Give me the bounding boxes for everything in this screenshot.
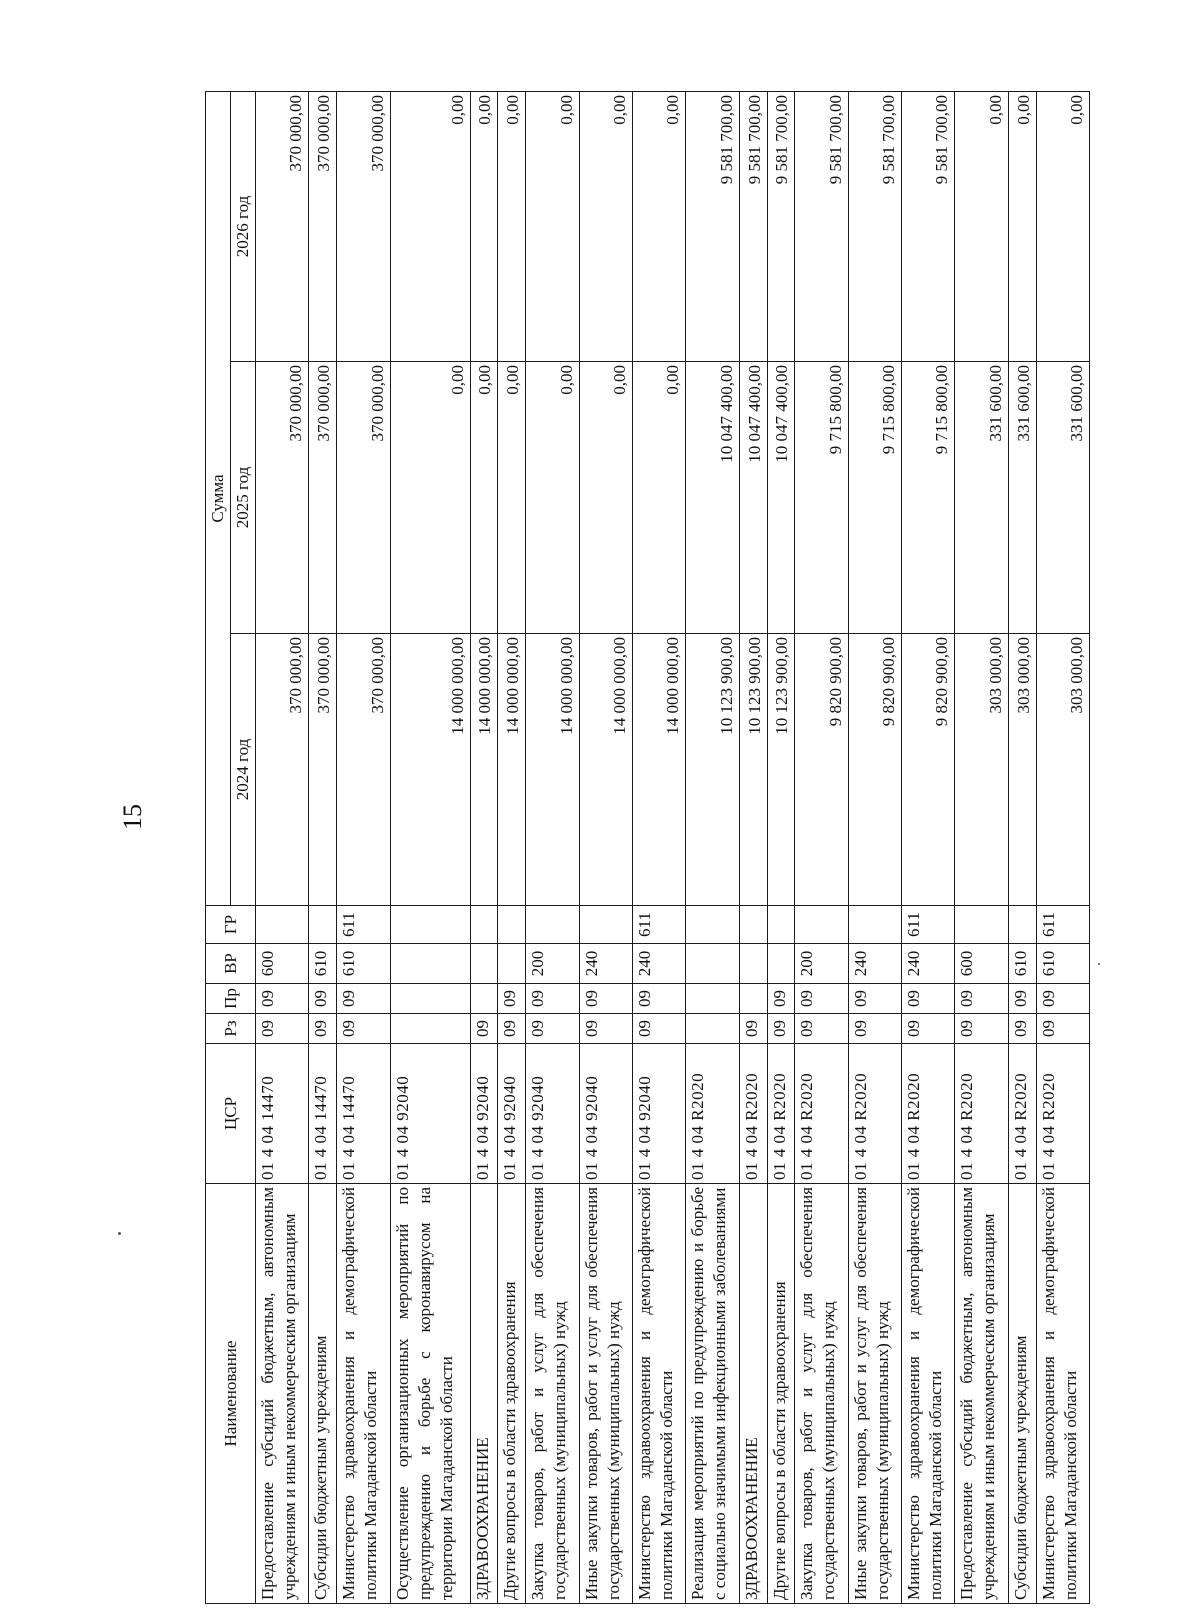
cell-vr	[739, 944, 767, 984]
header-rz: Рз	[206, 1014, 256, 1044]
cell-name: Министерство здравоохранения и демографической политики Магаданской области	[337, 1184, 390, 1604]
cell-name: Другие вопросы в области здравоохранения	[767, 1184, 795, 1604]
budget-table-rotated	[205, 92, 1090, 1604]
cell-pr: 09	[632, 984, 685, 1014]
cell-gr	[848, 906, 901, 944]
cell-2026: 0,00	[579, 91, 632, 361]
cell-2026: 370 000,00	[309, 91, 337, 361]
cell-rz: 09	[337, 1014, 390, 1044]
cell-pr: 09	[1036, 984, 1089, 1014]
table-row	[848, 91, 901, 1603]
header-vr: ВР	[206, 944, 256, 984]
cell-2025: 331 600,00	[1008, 362, 1036, 634]
page-number: 15	[118, 804, 147, 830]
cell-rz: 09	[902, 1014, 955, 1044]
cell-vr	[767, 944, 795, 984]
cell-vr: 240	[848, 944, 901, 984]
cell-rz: 09	[526, 1014, 579, 1044]
cell-rz: 09	[767, 1014, 795, 1044]
cell-2024: 303 000,00	[1036, 634, 1089, 906]
cell-vr: 610	[309, 944, 337, 984]
cell-gr	[470, 906, 498, 944]
cell-2024: 10 123 900,00	[739, 634, 767, 906]
cell-2026: 0,00	[390, 91, 470, 361]
cell-csr: 01 4 04 R2020	[686, 1044, 739, 1184]
cell-pr: 09	[498, 984, 526, 1014]
cell-2025: 331 600,00	[955, 362, 1008, 634]
cell-pr: 09	[309, 984, 337, 1014]
table-body	[256, 91, 1090, 1603]
cell-csr: 01 4 04 92040	[632, 1044, 685, 1184]
cell-csr: 01 4 04 92040	[579, 1044, 632, 1184]
cell-rz: 09	[795, 1014, 848, 1044]
cell-name: Закупка товаров, работ и услуг для обеспечения государственных (муниципальных) нужд	[526, 1184, 579, 1604]
cell-2025: 0,00	[579, 362, 632, 634]
table-row	[1008, 91, 1036, 1603]
cell-vr: 610	[1008, 944, 1036, 984]
cell-pr: 09	[579, 984, 632, 1014]
cell-2024: 303 000,00	[955, 634, 1008, 906]
cell-rz: 09	[955, 1014, 1008, 1044]
cell-2024: 14 000 000,00	[632, 634, 685, 906]
cell-2026: 9 581 700,00	[795, 91, 848, 361]
cell-vr: 600	[256, 944, 309, 984]
cell-name: Иные закупки товаров, работ и услуг для обеспечения государственных (муниципальных) нужд	[848, 1184, 901, 1604]
cell-rz: 09	[579, 1014, 632, 1044]
cell-vr: 240	[902, 944, 955, 984]
cell-2024: 10 123 900,00	[767, 634, 795, 906]
cell-vr	[686, 944, 739, 984]
cell-2026: 9 581 700,00	[902, 91, 955, 361]
cell-2025: 0,00	[632, 362, 685, 634]
cell-name: ЗДРАВООХРАНЕНИЕ	[470, 1184, 498, 1604]
cell-rz: 09	[1008, 1014, 1036, 1044]
cell-rz: 09	[848, 1014, 901, 1044]
cell-pr	[470, 984, 498, 1014]
cell-2025: 0,00	[498, 362, 526, 634]
table-row	[579, 91, 632, 1603]
cell-gr	[795, 906, 848, 944]
cell-pr: 09	[337, 984, 390, 1014]
cell-name: ЗДРАВООХРАНЕНИЕ	[739, 1184, 767, 1604]
cell-2026: 0,00	[955, 91, 1008, 361]
cell-gr	[1008, 906, 1036, 944]
cell-2024: 9 820 900,00	[902, 634, 955, 906]
cell-gr	[739, 906, 767, 944]
cell-rz: 09	[632, 1014, 685, 1044]
cell-rz: 09	[739, 1014, 767, 1044]
cell-pr: 09	[955, 984, 1008, 1014]
cell-rz: 09	[470, 1014, 498, 1044]
budget-table	[205, 91, 1090, 1604]
cell-2025: 9 715 800,00	[848, 362, 901, 634]
cell-2025: 0,00	[470, 362, 498, 634]
table-row	[390, 91, 470, 1603]
cell-2024: 14 000 000,00	[498, 634, 526, 906]
cell-vr	[470, 944, 498, 984]
cell-2026: 0,00	[1008, 91, 1036, 361]
table-row	[1036, 91, 1089, 1603]
cell-gr	[256, 906, 309, 944]
cell-gr: 611	[902, 906, 955, 944]
cell-2025: 10 047 400,00	[767, 362, 795, 634]
table-row	[955, 91, 1008, 1603]
cell-2025: 370 000,00	[337, 362, 390, 634]
cell-2024: 14 000 000,00	[390, 634, 470, 906]
cell-vr: 240	[632, 944, 685, 984]
cell-name: Субсидии бюджетным учреждениям	[1008, 1184, 1036, 1604]
cell-2024: 14 000 000,00	[470, 634, 498, 906]
cell-pr: 09	[848, 984, 901, 1014]
cell-2024: 14 000 000,00	[526, 634, 579, 906]
cell-csr: 01 4 04 92040	[470, 1044, 498, 1184]
cell-2024: 370 000,00	[256, 634, 309, 906]
cell-vr: 600	[955, 944, 1008, 984]
cell-name: Министерство здравоохранения и демографической политики Магаданской области	[902, 1184, 955, 1604]
cell-vr	[390, 944, 470, 984]
table-row	[526, 91, 579, 1603]
cell-csr: 01 4 04 R2020	[848, 1044, 901, 1184]
cell-pr: 09	[526, 984, 579, 1014]
table-row	[470, 91, 498, 1603]
cell-csr: 01 4 04 92040	[526, 1044, 579, 1184]
cell-csr: 01 4 04 14470	[337, 1044, 390, 1184]
header-gr: ГР	[206, 906, 256, 944]
table-row	[632, 91, 685, 1603]
cell-2026: 0,00	[470, 91, 498, 361]
cell-vr	[498, 944, 526, 984]
cell-2026: 9 581 700,00	[848, 91, 901, 361]
cell-rz: 09	[256, 1014, 309, 1044]
cell-gr	[526, 906, 579, 944]
cell-2024: 14 000 000,00	[579, 634, 632, 906]
cell-csr: 01 4 04 92040	[390, 1044, 470, 1184]
cell-csr: 01 4 04 R2020	[767, 1044, 795, 1184]
cell-rz: 09	[309, 1014, 337, 1044]
cell-2026: 0,00	[526, 91, 579, 361]
cell-csr: 01 4 04 R2020	[795, 1044, 848, 1184]
cell-name: Другие вопросы в области здравоохранения	[498, 1184, 526, 1604]
cell-2025: 9 715 800,00	[902, 362, 955, 634]
cell-vr: 610	[337, 944, 390, 984]
cell-2025: 10 047 400,00	[739, 362, 767, 634]
cell-rz: 09	[498, 1014, 526, 1044]
cell-2026: 0,00	[632, 91, 685, 361]
cell-2026: 370 000,00	[337, 91, 390, 361]
table-row	[795, 91, 848, 1603]
cell-csr: 01 4 04 R2020	[902, 1044, 955, 1184]
cell-pr: 09	[902, 984, 955, 1014]
cell-csr: 01 4 04 R2020	[739, 1044, 767, 1184]
table-row	[767, 91, 795, 1603]
cell-rz: 09	[1036, 1014, 1089, 1044]
cell-2024: 9 820 900,00	[848, 634, 901, 906]
table-row	[686, 91, 739, 1603]
cell-name: Министерство здравоохранения и демографической политики Магаданской области	[632, 1184, 685, 1604]
cell-gr	[498, 906, 526, 944]
table-row	[309, 91, 337, 1603]
cell-2024: 10 123 900,00	[686, 634, 739, 906]
cell-2025: 0,00	[390, 362, 470, 634]
cell-vr: 240	[579, 944, 632, 984]
cell-csr: 01 4 04 R2020	[1008, 1044, 1036, 1184]
cell-2026: 0,00	[498, 91, 526, 361]
cell-csr: 01 4 04 14470	[256, 1044, 309, 1184]
cell-csr: 01 4 04 14470	[309, 1044, 337, 1184]
cell-2024: 303 000,00	[1008, 634, 1036, 906]
cell-2026: 9 581 700,00	[686, 91, 739, 361]
cell-gr	[955, 906, 1008, 944]
cell-name: Закупка товаров, работ и услуг для обеспечения государственных (муниципальных) нужд	[795, 1184, 848, 1604]
cell-gr	[309, 906, 337, 944]
cell-pr	[390, 984, 470, 1014]
table-row	[256, 91, 309, 1603]
cell-vr: 610	[1036, 944, 1089, 984]
cell-2024: 370 000,00	[309, 634, 337, 906]
cell-pr	[739, 984, 767, 1014]
cell-name: Предоставление субсидий бюджетным, автономным учреждениям и иным некоммерческим организациям	[256, 1184, 309, 1604]
cell-csr: 01 4 04 R2020	[955, 1044, 1008, 1184]
cell-rz	[686, 1014, 739, 1044]
cell-name: Реализация мероприятий по предупреждению и борьбе с социально значимыми инфекционными заболеваниями	[686, 1184, 739, 1604]
cell-2026: 0,00	[1036, 91, 1089, 361]
cell-pr: 09	[1008, 984, 1036, 1014]
cell-2024: 9 820 900,00	[795, 634, 848, 906]
header-2026: 2026 год	[231, 91, 256, 361]
header-pr: Пр	[206, 984, 256, 1014]
cell-2025: 370 000,00	[309, 362, 337, 634]
cell-2025: 10 047 400,00	[686, 362, 739, 634]
header-csr: ЦСР	[206, 1044, 256, 1184]
header-name: Наименование	[206, 1184, 256, 1604]
cell-gr	[579, 906, 632, 944]
cell-2026: 9 581 700,00	[767, 91, 795, 361]
cell-csr: 01 4 04 92040	[498, 1044, 526, 1184]
scan-speck	[1098, 963, 1100, 965]
cell-vr: 200	[526, 944, 579, 984]
header-2025: 2025 год	[231, 362, 256, 634]
cell-pr: 09	[767, 984, 795, 1014]
cell-name: Субсидии бюджетным учреждениям	[309, 1184, 337, 1604]
cell-pr	[686, 984, 739, 1014]
cell-name: Министерство здравоохранения и демографической политики Магаданской области	[1036, 1184, 1089, 1604]
cell-name: Предоставление субсидий бюджетным, автономным учреждениям и иным некоммерческим организациям	[955, 1184, 1008, 1604]
cell-gr	[390, 906, 470, 944]
table-row	[902, 91, 955, 1603]
cell-2025: 0,00	[526, 362, 579, 634]
cell-gr	[767, 906, 795, 944]
cell-gr: 611	[1036, 906, 1089, 944]
cell-2026: 370 000,00	[256, 91, 309, 361]
scan-speck	[118, 1232, 121, 1235]
table-row	[498, 91, 526, 1603]
cell-pr: 09	[795, 984, 848, 1014]
cell-csr: 01 4 04 R2020	[1036, 1044, 1089, 1184]
table-row	[337, 91, 390, 1603]
cell-2025: 9 715 800,00	[795, 362, 848, 634]
cell-name: Осуществление организационных мероприятий по предупреждению и борьбе с коронавирусом на территории Магаданской области	[390, 1184, 470, 1604]
cell-pr: 09	[256, 984, 309, 1014]
cell-name: Иные закупки товаров, работ и услуг для обеспечения государственных (муниципальных) нужд	[579, 1184, 632, 1604]
table-row	[739, 91, 767, 1603]
cell-gr: 611	[337, 906, 390, 944]
cell-2024: 370 000,00	[337, 634, 390, 906]
cell-2025: 370 000,00	[256, 362, 309, 634]
cell-rz	[390, 1014, 470, 1044]
cell-gr: 611	[632, 906, 685, 944]
cell-gr	[686, 906, 739, 944]
cell-2025: 331 600,00	[1036, 362, 1089, 634]
header-sum: Сумма	[206, 91, 231, 905]
header-2024: 2024 год	[231, 634, 256, 906]
cell-vr: 200	[795, 944, 848, 984]
cell-2026: 9 581 700,00	[739, 91, 767, 361]
